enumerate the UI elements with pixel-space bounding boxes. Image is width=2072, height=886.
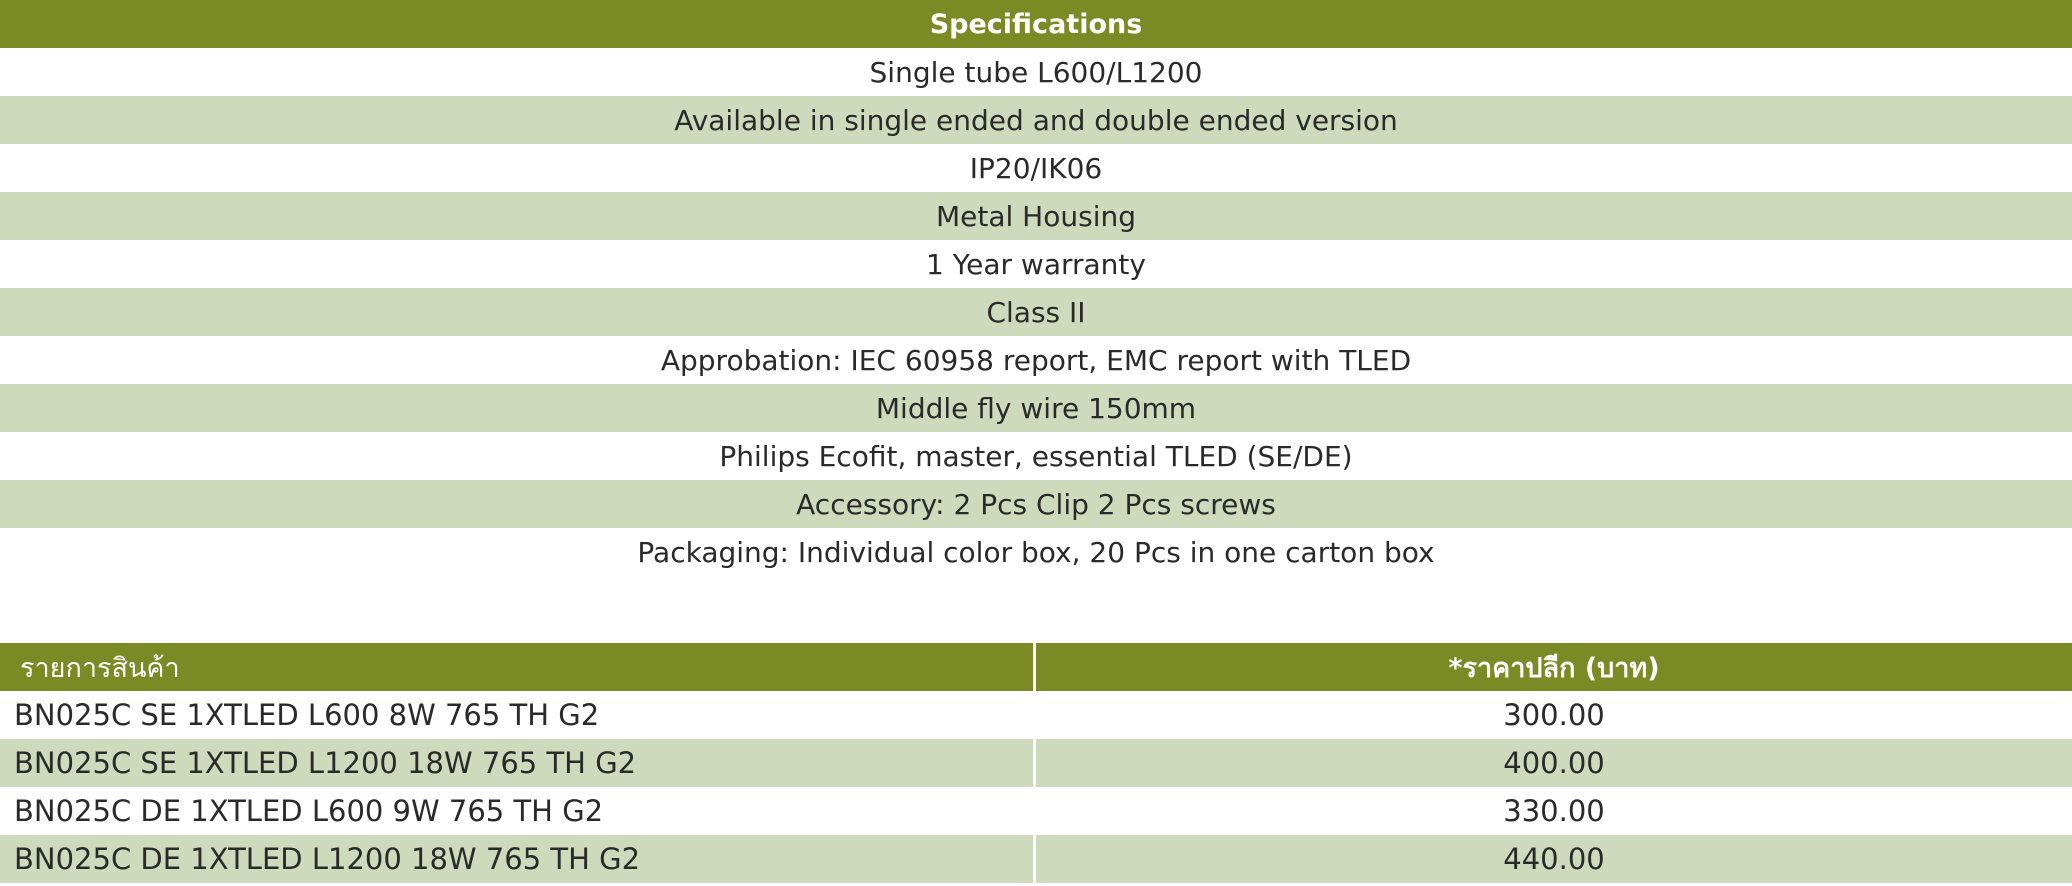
product-price: 440.00 [1503, 842, 1605, 876]
specifications-header: Specifications [0, 0, 2072, 48]
spec-row: 1 Year warranty [926, 247, 1146, 281]
spec-row: Class II [0, 288, 2072, 336]
table-row [0, 691, 2072, 739]
product-name: BN025C SE 1XTLED L600 8W 765 TH G2 [0, 691, 1036, 739]
price-column-header: *ราคาปลีก (บาท) [1448, 652, 1660, 684]
price-table [0, 643, 2072, 883]
product-price: 400.00 [1503, 746, 1605, 780]
product-name: BN025C SE 1XTLED L1200 18W 765 TH G2 [0, 739, 1036, 787]
spec-row: Metal Housing [0, 192, 2072, 240]
spec-row: Middle fly wire 150mm [0, 384, 2072, 432]
table-row [0, 787, 2072, 835]
spec-row: Accessory: 2 Pcs Clip 2 Pcs screws [0, 480, 2072, 528]
price-table-header [0, 643, 2072, 691]
table-row [0, 739, 2072, 787]
spec-row: Packaging: Individual color box, 20 Pcs in one carton box [637, 535, 1435, 569]
table-row [0, 835, 2072, 883]
spec-row: Available in single ended and double ended version [0, 96, 2072, 144]
spec-row: Philips Ecofit, master, essential TLED (SE/DE) [719, 439, 1353, 473]
product-name: BN025C DE 1XTLED L600 9W 765 TH G2 [0, 787, 1036, 835]
spec-row: IP20/IK06 [969, 151, 1103, 185]
product-price: 330.00 [1503, 794, 1605, 828]
spec-row: Single tube L600/L1200 [869, 55, 1203, 89]
product-name: BN025C DE 1XTLED L1200 18W 765 TH G2 [0, 835, 1036, 883]
product-column-header: รายการสินค้า [0, 643, 1036, 691]
spec-row: Approbation: IEC 60958 report, EMC report with TLED [660, 343, 1412, 377]
product-price: 300.00 [1503, 698, 1605, 732]
